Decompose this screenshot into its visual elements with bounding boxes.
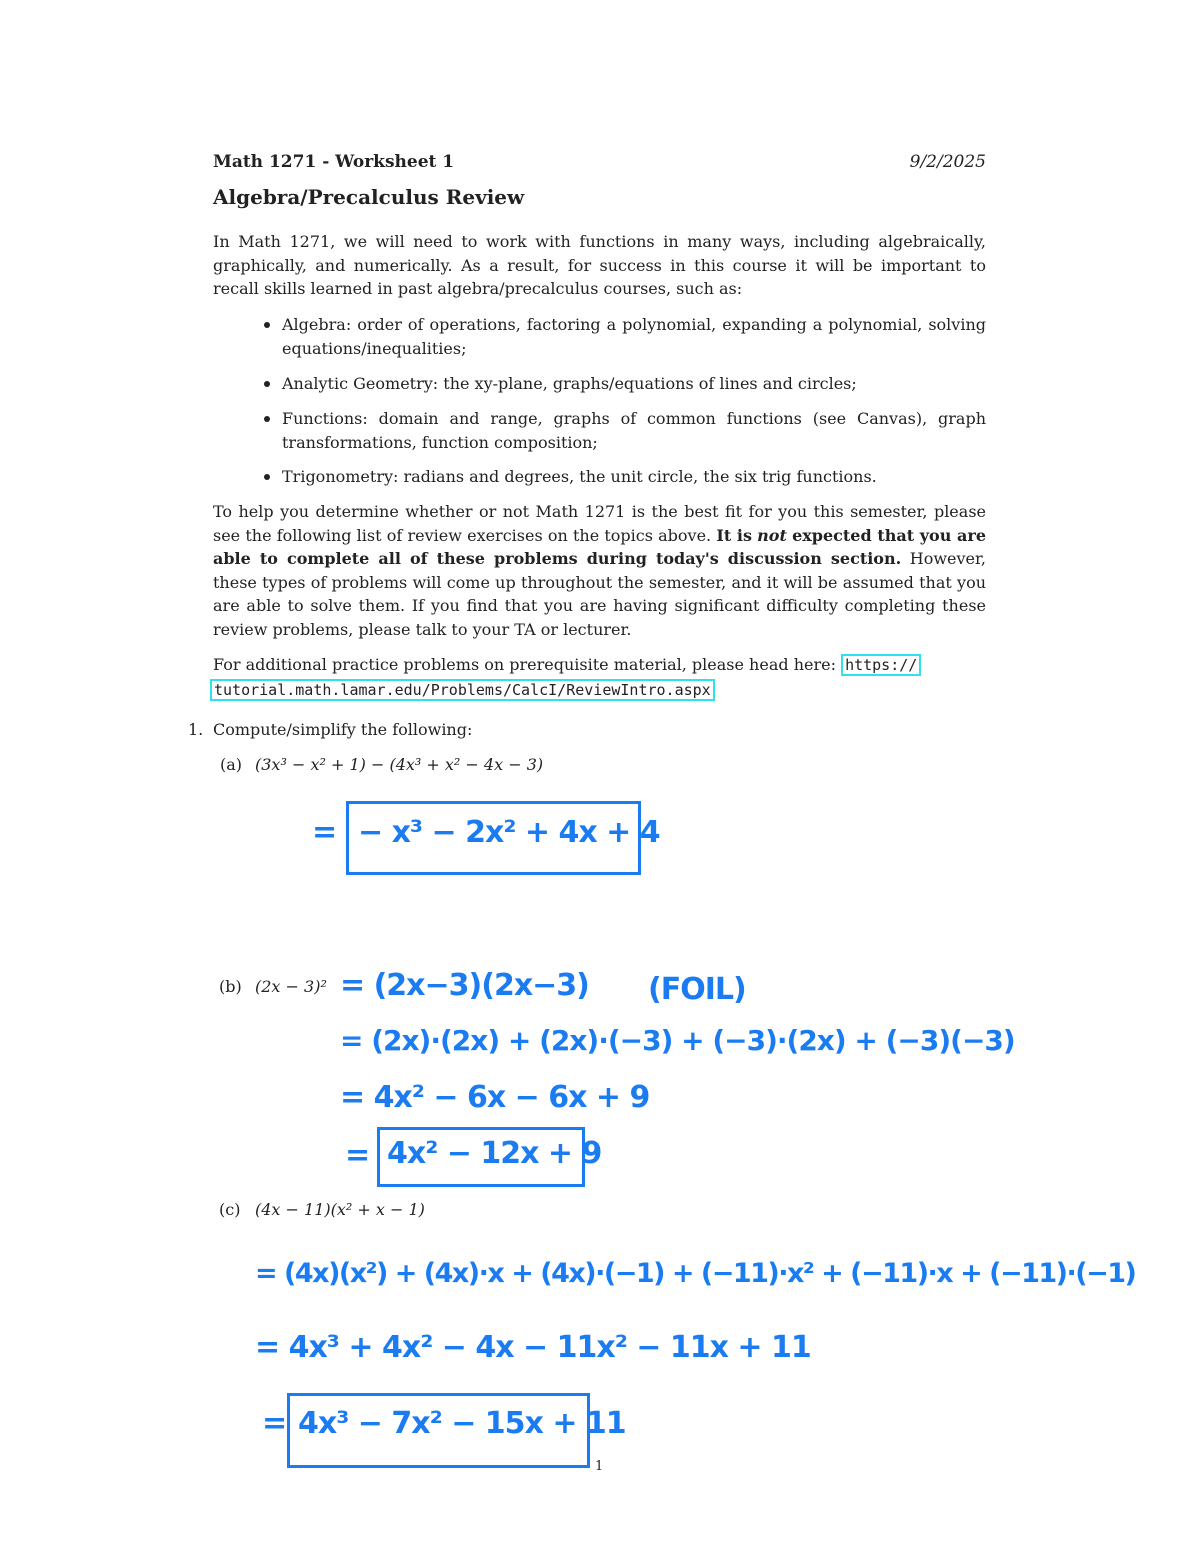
practice-text: For additional practice problems on prerequisite material, please head here: xyxy=(213,655,836,674)
part-b-label: (b) xyxy=(219,977,242,996)
bullet-geometry xyxy=(282,372,986,396)
bold-text: It is xyxy=(716,525,752,545)
part-a-label: (a) xyxy=(220,755,243,774)
page-number: 1 xyxy=(595,1459,604,1474)
bullet-icon xyxy=(264,381,270,387)
work-c-line2: = 4x³ + 4x² − 4x − 11x² − 11x + 11 xyxy=(255,1330,811,1365)
text: To help you determine whether or not Math 1271 is the best fit for you this semester, please see the following list of review exercises on the topics above. xyxy=(213,502,986,545)
work-b-line3: = 4x² − 6x − 6x + 9 xyxy=(340,1080,650,1115)
foil-note: (FOIL) xyxy=(648,972,746,1007)
practice-link-continued[interactable]: tutorial.math.lamar.edu/Problems/CalcI/ReviewIntro.aspx xyxy=(210,679,715,701)
answer-c: 4x³ − 7x² − 15x + 11 xyxy=(298,1406,626,1441)
bullet-text: Analytic Geometry: the xy-plane, graphs/equations of lines and circles; xyxy=(282,374,857,393)
bullet-algebra xyxy=(282,313,986,360)
answer-a: − x³ − 2x² + 4x + 4 xyxy=(358,815,660,850)
bullet-text: Trigonometry: radians and degrees, the unit circle, the six trig functions. xyxy=(282,467,877,486)
bold-text: expected that you are able to complete all of these problems during today's discussion section. xyxy=(213,525,987,568)
answer-b: 4x² − 12x + 9 xyxy=(387,1136,602,1171)
hw-equals: = xyxy=(262,1406,287,1441)
practice-link[interactable]: https:// xyxy=(841,654,921,676)
problem-prompt: Compute/simplify the following: xyxy=(213,720,473,739)
text: However, these types of problems will come up throughout the semester, and it will be assumed that you are able to solve them. If you find that you are having significant difficulty completing these review problems, please talk to your TA or lecturer. xyxy=(213,549,986,639)
part-c-label: (c) xyxy=(219,1200,241,1219)
work-c-line1: = (4x)(x²) + (4x)·x + (4x)·(−1) + (−11)·x² + (−11)·x + (−11)·(−1) xyxy=(255,1258,1136,1289)
intro-paragraph: In Math 1271, we will need to work with functions in many ways, including algebraically, graphically, and numerically. As a result, for success in this course it will be important to recall skills learned in past algebra/precalculus courses, such as: xyxy=(213,232,986,298)
bullet-functions xyxy=(282,407,986,454)
hw-equals: = xyxy=(345,1138,370,1173)
work-b-line2: = (2x)·(2x) + (2x)·(−3) + (−3)·(2x) + (−3)(−3) xyxy=(340,1024,1015,1057)
bullet-icon xyxy=(264,474,270,480)
part-c-expression: (4x − 11)(x² + x − 1) xyxy=(255,1200,425,1219)
hw-equals: = xyxy=(312,815,337,850)
emphasis-text: not xyxy=(757,525,787,545)
bullet-icon xyxy=(264,416,270,422)
bullet-text: Functions: domain and range, graphs of common functions (see Canvas), graph transformations, function composition; xyxy=(282,409,986,452)
problem-number: 1. xyxy=(188,720,204,739)
work-b-line1: = (2x−3)(2x−3) xyxy=(340,968,589,1003)
worksheet-title: Math 1271 - Worksheet 1 xyxy=(213,152,455,172)
bullet-trig xyxy=(282,465,986,489)
practice-paragraph xyxy=(213,653,986,702)
expectations-paragraph xyxy=(213,500,986,641)
worksheet-subtitle: Algebra/Precalculus Review xyxy=(213,185,525,209)
worksheet-date: 9/2/2025 xyxy=(909,152,986,172)
part-b-expression: (2x − 3)² xyxy=(255,977,327,996)
part-a-expression: (3x³ − x² + 1) − (4x³ + x² − 4x − 3) xyxy=(255,755,544,774)
bullet-text: Algebra: order of operations, factoring a polynomial, expanding a polynomial, solving equations/inequalities; xyxy=(282,315,986,358)
bullet-icon xyxy=(264,322,270,328)
